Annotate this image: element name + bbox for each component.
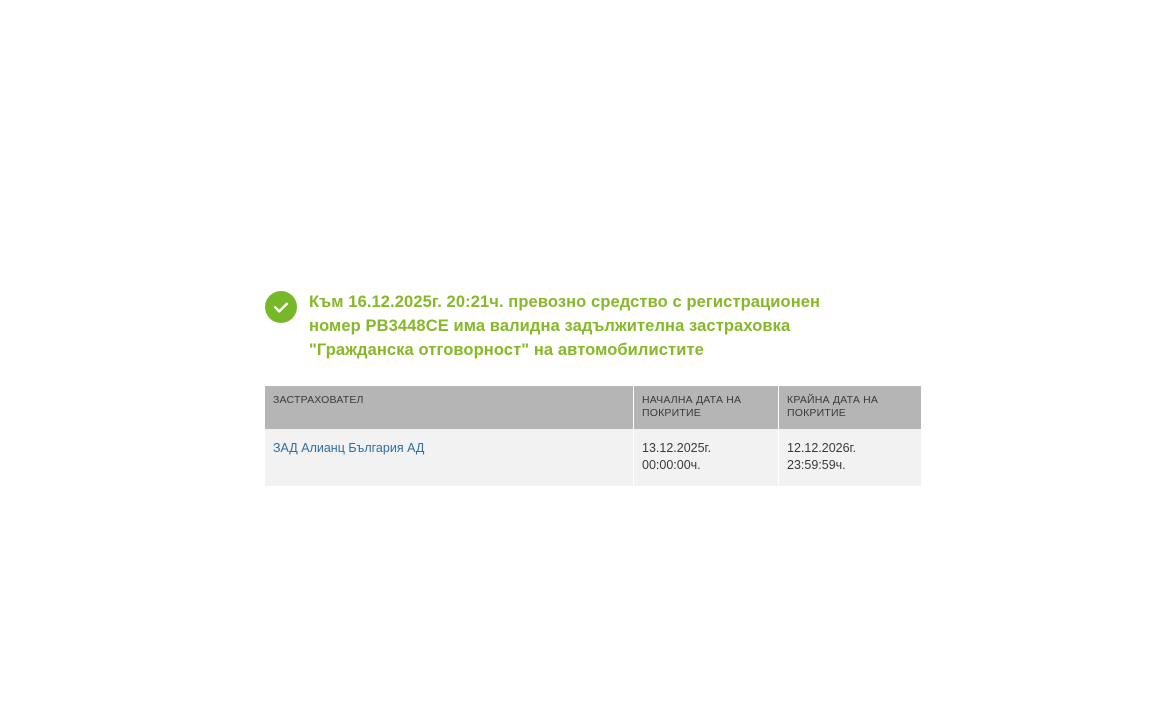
insurer-link[interactable]: ЗАД Алианц България АД: [273, 441, 425, 455]
end-date-value: 12.12.2026г.: [787, 441, 857, 455]
start-date-value: 13.12.2025г.: [642, 441, 712, 455]
policy-table-body: [265, 429, 921, 486]
column-header-start-date: НАЧАЛНА ДАТА НА ПОКРИТИЕ: [634, 386, 779, 429]
policy-table: [265, 386, 921, 486]
insurance-result-block: [265, 290, 879, 486]
start-time-value: 00:00:00ч.: [642, 458, 701, 472]
policy-table-wrapper: [265, 386, 879, 486]
end-time-value: 23:59:59ч.: [787, 458, 846, 472]
policy-table-header: [265, 386, 921, 429]
table-header-row: [265, 386, 921, 429]
cell-insurer: [265, 429, 634, 486]
cell-start-date: [634, 429, 779, 486]
table-row: [265, 429, 921, 486]
status-message-row: [265, 290, 871, 362]
column-header-end-date: КРАЙНА ДАТА НА ПОКРИТИЕ: [779, 386, 922, 429]
column-header-insurer: ЗАСТРАХОВАТЕЛ: [265, 386, 634, 429]
cell-end-date: [779, 429, 922, 486]
status-message-text: Към 16.12.2025г. 20:21ч. превозно средство с регистрационен номер PB3448CE има валидна задължителна застраховка "Гражданска отговорност" на автомобилистите: [309, 293, 821, 359]
check-circle-icon: [265, 291, 297, 323]
